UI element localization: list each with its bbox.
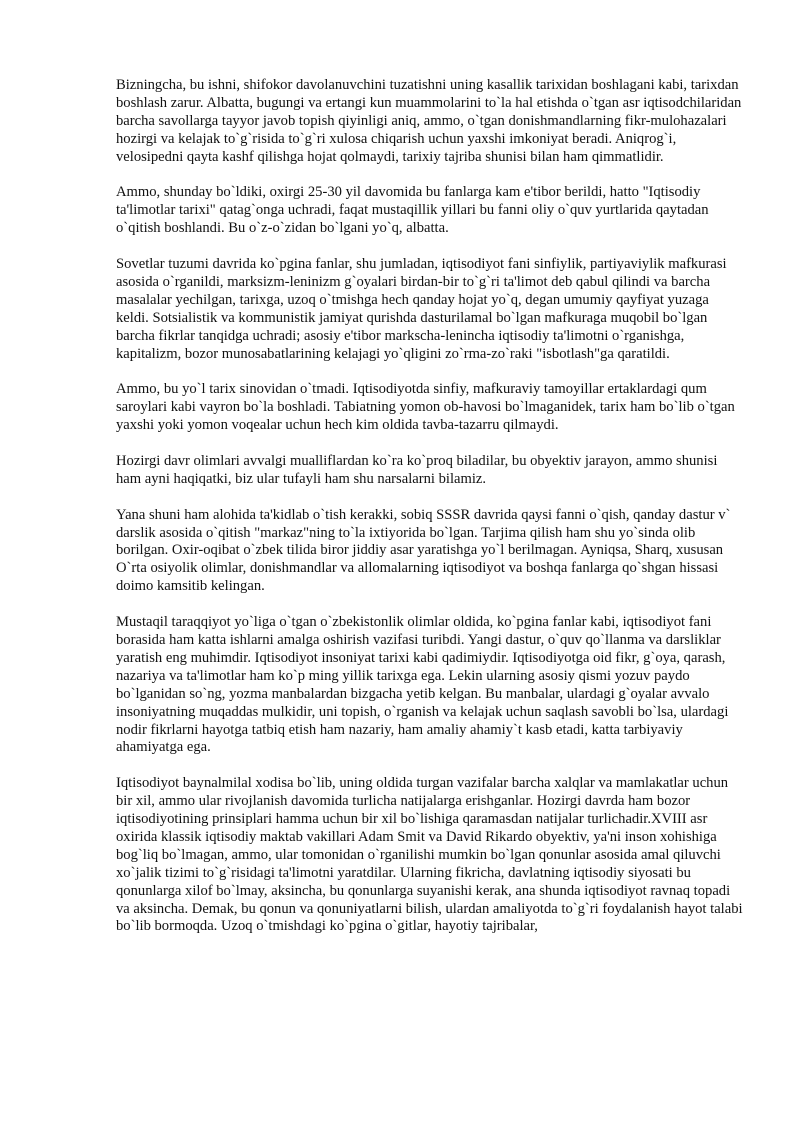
paragraph-2: Ammo, shunday bo`ldiki, oxirgi 25-30 yil davomida bu fanlarga kam e'tibor berildi, hatto "Iqtisodiy ta'limotlar tarixi" qatag`onga uchradi, faqat mustaqillik yillari bu fanni oliy o`quv yurtlarida qaytadan o`qitish boshlandi. Bu o`z-o`zidan bo`lgani yo`q, albatta. <box>116 184 709 237</box>
paragraph-4: Ammo, bu yo`l tarix sinovidan o`tmadi. Iqtisodiyotda sinfiy, mafkuraviy tamoyillar ertaklardagi qum saroylari kabi vayron bo`la boshladi. Tabiatning yomon ob-havosi bo`lmaganidek, tarix ham bo`lib o`tgan yaxshi yoki yomon voqealar uchun hech kim oldida tavba-tazarru qilmaydi. <box>116 381 735 434</box>
paragraph-6: Yana shuni ham alohida ta'kidlab o`tish kerakki, sobiq SSSR davrida qaysi fanni o`qish, qanday dastur v` darslik asosida o`qitish "markaz"ning to`la ixtiyorida bo`lgan. Tarjima qilish ham shu yo`sinda olib borilgan. Oxir-oqibat o`zbek tilida biror jiddiy asar yaratishga yo`l berilmagan. Ayniqsa, Sharq, xususan O`rta osiyolik olimlar, donishmandlar va allomalarning iqtisodiyot va boshqa fanlarga qo`shgan hissasi doimo kamsitib kelingan. <box>116 506 731 595</box>
paragraph-8: Iqtisodiyot baynalmilal xodisa bo`lib, uning oldida turgan vazifalar barcha xalqlar va mamlakatlar uchun bir xil, ammo ular rivojlanish davomida turlicha natijalarga erishganlar. Hozirgi davrda ham bozor iqtisodiyotining prinsiplari hamma uchun bir xil bo`lishiga qaramasdan natijalar turlichadir.XVIII asr oxirida klassik iqtisodiy maktab vakillari Adam Smit va David Rikardo obyektiv, ya'ni inson xohishiga bog`liq bo`lmagan, ammo, ular tomonidan o`rganilishi mumkin bo`lgan qonunlar asosida amal qiluvchi xo`jalik tizimi to`g`risidagi ta'limotni yaratdilar. Ularning fikricha, davlatning iqtisodiy siyosati bu qonunlarga xilof bo`lmay, aksincha, bu qonunlarga suyanishi kerak, ana shunda iqtisodiyot ravnaq topadi va aksincha. Demak, bu qonun va qonuniyatlarni bilish, ulardan amaliyotda to`g`ri foydalanish hayot talabi bo`lib bormoqda. Uzoq o`tmishdagi ko`pgina o`gitlar, hayotiy tajribalar, <box>116 775 743 935</box>
paragraph-5: Hozirgi davr olimlari avvalgi mualliflardan ko`ra ko`proq biladilar, bu obyektiv jarayon, ammo shunisi ham ayni haqiqatki, biz ular tufayli ham shu narsalarni bilamiz. <box>116 452 718 487</box>
paragraph-1: Bizningcha, bu ishni, shifokor davolanuvchini tuzatishni uning kasallik tarixidan boshlagani kabi, tarixdan boshlash zarur. Albatta, bugungi va ertangi kun muammolarini to`la hal etishda o`tgan asr iqtisodchilaridan barcha savollarga tayyor javob topish qiyinligi aniq, ammo, o`tgan donishmandlarning fikr-mulohazalari hozirgi va kelajak to`g`risida to`g`ri xulosa chiqarish uchun yaxshi imkoniyat beradi. Aniqrog`i, velosipedni qayta kashf qilishga hojat qolmaydi, tarixiy tajriba shunisi bilan ham qimmatlidir. <box>116 77 742 165</box>
paragraph-7: Mustaqil taraqqiyot yo`liga o`tgan o`zbekistonlik olimlar oldida, ko`pgina fanlar kabi, iqtisodiyot fani borasida ham katta ishlarni amalga oshirish vazifasi turibdi. Yangi dastur, o`quv qo`llanma va darsliklar yaratish eng muhimdir. Iqtisodiyot insoniyat tarixi kabi qadimiydir. Iqtisodiyotga oid fikr, g`oya, qarash, nazariya va ta'limotlar ham ko`p ming yillik tarixga ega. Lekin ularning asosiy qismi yozuv paydo bo`lganidan so`ng, yozma manbalardan bizgacha yetib kelgan. Bu manbalar, ulardagi g`oyalar avvalo insoniyatning muqaddas mulkidir, uni topish, o`rganish va kelajak uchun saqlash savobli bo`lsa, ulardagi nodir fikrlarni hayotga tatbiq etish ham nazariy, ham amaliy ahamiy`t kasb etadi, katta tarbiyaviy ahamiyatga ega. <box>116 614 729 756</box>
document-body <box>116 77 744 954</box>
paragraph-3: Sovetlar tuzumi davrida ko`pgina fanlar, shu jumladan, iqtisodiyot fani sinfiylik, partiyaviylik mafkurasi asosida o`rganildi, marksizm-leninizm g`oyalari birdan-bir to`g`ri ta'limot deb qabul qilindi va barcha masalalar yechilgan, tarixga, uzoq o`tmishga hech qanday hojat yo`q, degan umumiy qayfiyat yuzaga keldi. Sotsialistik va kommunistik jamiyat qurishda dasturilamal bo`lgan mafkuraga muqobil bo`lgan barcha fikrlar tanqidga uchradi; asosiy e'tibor markscha-lenincha iqtisodiy ta'limotni o`rganishga, kapitalizm, bozor munosabatlarining kelajagi yo`qligini zo`rma-zo`raki "isbotlash"ga qaratildi. <box>116 256 727 362</box>
